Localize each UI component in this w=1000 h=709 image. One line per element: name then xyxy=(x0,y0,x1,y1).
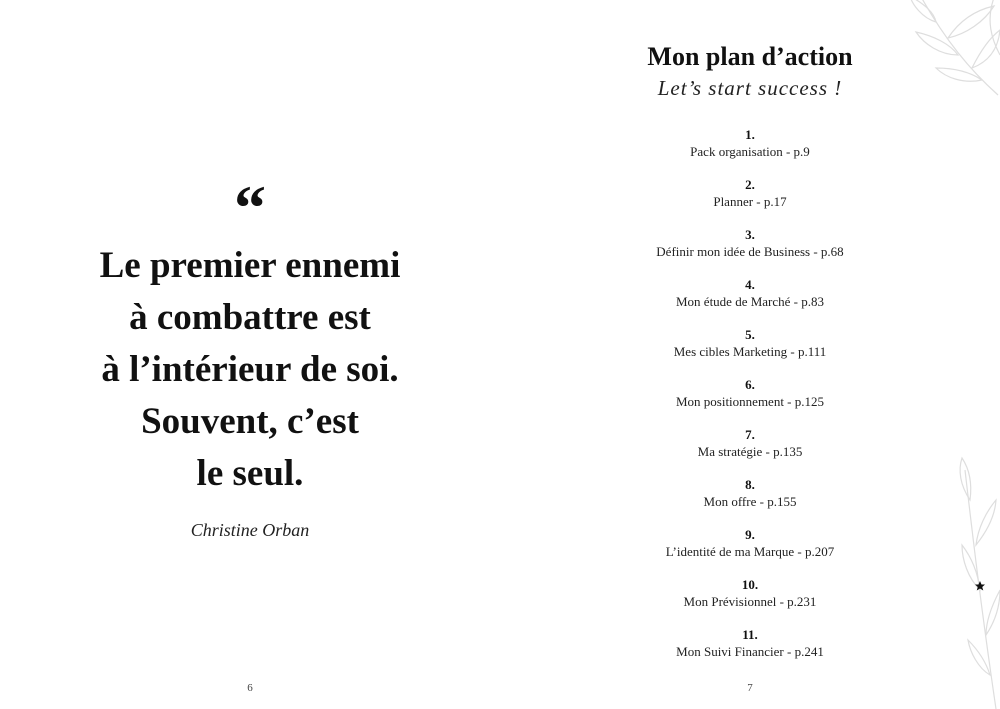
toc-item-number: 8. xyxy=(745,477,755,492)
quote-author: Christine Orban xyxy=(190,520,310,540)
toc-item-number: 10. xyxy=(741,577,759,592)
toc-item-label: Planner - p.17 xyxy=(713,194,787,209)
toc-item-number: 11. xyxy=(742,627,758,642)
toc-item-number: 6. xyxy=(745,377,755,392)
toc-item xyxy=(500,426,1000,476)
toc-item xyxy=(500,476,1000,526)
toc-item-number: 4. xyxy=(745,277,755,292)
quote-line: à l’intérieur de soi. xyxy=(101,349,399,390)
toc-item-label: Mon Prévisionnel - p.231 xyxy=(683,594,817,609)
quote-line: le seul. xyxy=(196,453,304,494)
page-subtitle: Let’s start success ! xyxy=(657,76,843,100)
quote-line: à combattre est xyxy=(129,297,371,338)
quote-text xyxy=(0,240,500,500)
table-of-contents xyxy=(500,126,1000,676)
toc-item xyxy=(500,276,1000,326)
page-title: Mon plan d’action xyxy=(647,42,853,71)
quote-line: Souvent, c’est xyxy=(141,401,359,442)
toc-item-number: 9. xyxy=(745,527,755,542)
toc-item-label: Mon positionnement - p.125 xyxy=(675,394,825,409)
toc-item-label: Mon offre - p.155 xyxy=(703,494,797,509)
toc-item xyxy=(500,576,1000,626)
toc-item-label: Mes cibles Marketing - p.111 xyxy=(673,344,827,359)
toc-item xyxy=(500,126,1000,176)
right-page xyxy=(500,0,1000,709)
page-number-left: 6 xyxy=(247,682,253,694)
toc-item-label: L’identité de ma Marque - p.207 xyxy=(665,544,835,559)
toc-item-number: 5. xyxy=(745,327,755,342)
quote-mark: “ xyxy=(234,172,266,243)
toc-item xyxy=(500,326,1000,376)
toc-item-label: Pack organisation - p.9 xyxy=(690,144,810,159)
toc-item-number: 7. xyxy=(745,427,755,442)
toc-item xyxy=(500,176,1000,226)
toc-item-number: 2. xyxy=(745,177,755,192)
toc-item-label: Mon Suivi Financier - p.241 xyxy=(676,644,824,659)
toc-item xyxy=(500,626,1000,676)
toc-item xyxy=(500,376,1000,426)
toc-item-number: 3. xyxy=(745,227,755,242)
page-number-right: 7 xyxy=(747,682,753,694)
toc-item-label: Mon étude de Marché - p.83 xyxy=(675,294,824,309)
toc-item-label: Ma stratégie - p.135 xyxy=(697,444,803,459)
quote-line: Le premier ennemi xyxy=(99,245,401,286)
toc-item-number: 1. xyxy=(745,127,755,142)
toc-item-label: Définir mon idée de Business - p.68 xyxy=(656,244,844,259)
toc-item xyxy=(500,226,1000,276)
toc-item xyxy=(500,526,1000,576)
